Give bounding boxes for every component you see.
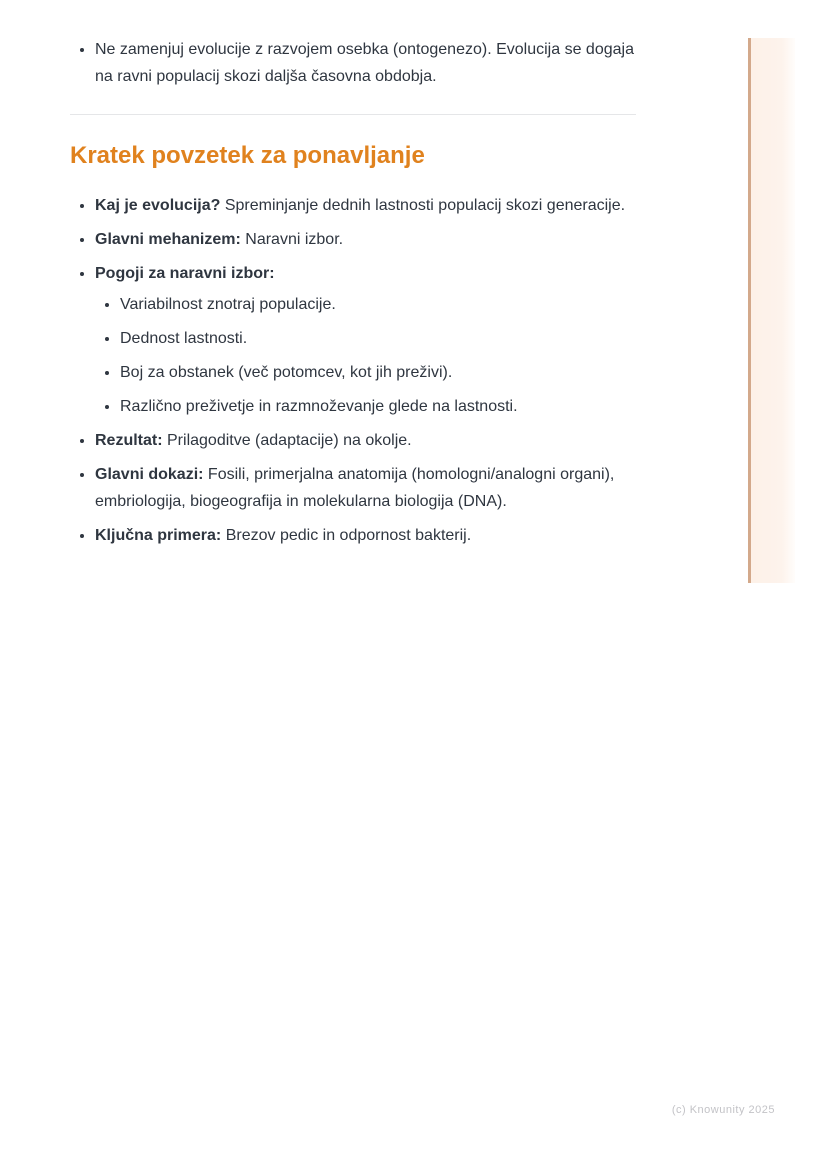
- sub-list-item: • Različno preživetje in razmnoževanje glede na lastnosti.: [120, 393, 636, 420]
- list-item: • Kaj je evolucija? Spreminjanje dednih lastnosti populacij skozi generacije.: [95, 192, 636, 219]
- list-item-lead: Glavni mehanizem:: [95, 231, 241, 248]
- page-edge-stripe: [748, 38, 795, 583]
- summary-list: [70, 192, 636, 549]
- list-item-lead: Kaj je evolucija?: [95, 197, 221, 214]
- list-item: • Glavni dokazi: Fosili, primerjalna anatomija (homologni/analogni organi), embriologija, biogeografija in molekularna biologija (DNA).: [95, 461, 636, 515]
- list-item: [95, 260, 636, 420]
- list-item-lead: Glavni dokazi:: [95, 466, 204, 483]
- footer-credit: (c) Knowunity 2025: [671, 1104, 775, 1116]
- sub-list-item: • Variabilnost znotraj populacije.: [120, 291, 636, 318]
- list-item: • Glavni mehanizem: Naravni izbor.: [95, 226, 636, 253]
- list-item: • Ključna primera: Brezov pedic in odpornost bakterij.: [95, 522, 636, 549]
- sub-list-item: • Boj za obstanek (več potomcev, kot jih preživi).: [120, 359, 636, 386]
- list-item-lead: Ključna primera:: [95, 527, 222, 544]
- list-item: • Rezultat: Prilagoditve (adaptacije) na okolje.: [95, 427, 636, 454]
- sub-list: [95, 291, 636, 420]
- section-heading: Kratek povzetek za ponavljanje: [70, 142, 425, 169]
- sub-list-item: • Dednost lastnosti.: [120, 325, 636, 352]
- section-divider: [70, 114, 636, 115]
- page-content: [70, 0, 636, 556]
- list-item-lead: Rezultat:: [95, 432, 163, 449]
- intro-list: [70, 36, 636, 90]
- list-item: • Ne zamenjuj evolucije z razvojem osebka (ontogenezo). Evolucija se dogaja na ravni populacij skozi daljša časovna obdobja.: [95, 36, 636, 90]
- list-item-lead: Pogoji za naravni izbor:: [95, 265, 275, 282]
